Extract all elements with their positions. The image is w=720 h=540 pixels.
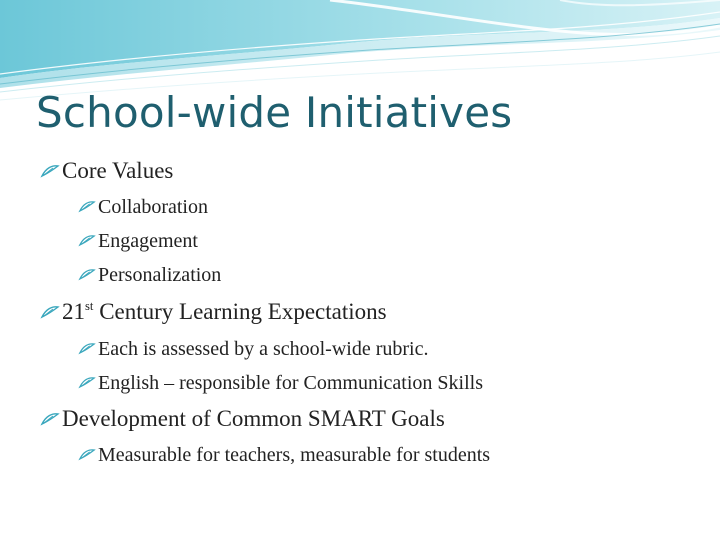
feather-bullet-icon — [78, 376, 98, 389]
bullet-text: Personalization — [98, 264, 222, 286]
bullet-text: Collaboration — [98, 196, 208, 218]
bullet-english — [78, 372, 483, 395]
ordinal-suffix: st — [85, 299, 94, 314]
century-number: 21 — [62, 299, 85, 324]
bullet-text-rest: Century Learning Expectations — [93, 299, 387, 324]
feather-bullet-icon — [78, 268, 98, 281]
bullet-text — [62, 299, 387, 325]
bullet-core-values — [40, 158, 173, 184]
bullet-text: Core Values — [62, 158, 174, 183]
feather-bullet-icon — [78, 448, 98, 461]
bullet-smart-goals — [40, 406, 445, 432]
feather-bullet-icon — [40, 164, 62, 178]
bullet-21st-century — [40, 299, 387, 325]
feather-bullet-icon — [78, 234, 98, 247]
bullet-engagement — [78, 230, 198, 253]
bullet-collaboration — [78, 196, 208, 219]
bullet-text: Each is assessed by a school-wide rubric. — [98, 338, 429, 360]
bullet-text: English – responsible for Communication Skills — [98, 372, 483, 394]
bullet-measurable — [78, 444, 490, 467]
feather-bullet-icon — [40, 412, 62, 426]
feather-bullet-icon — [78, 342, 98, 355]
bullet-personalization — [78, 264, 221, 287]
bullet-text: Measurable for teachers, measurable for students — [98, 444, 491, 466]
bullet-rubric — [78, 338, 428, 361]
bullet-text: Development of Common SMART Goals — [62, 406, 445, 431]
bullet-text: Engagement — [98, 230, 198, 252]
slide-title: School-wide Initiatives — [36, 88, 513, 137]
feather-bullet-icon — [40, 305, 62, 319]
feather-bullet-icon — [78, 200, 98, 213]
